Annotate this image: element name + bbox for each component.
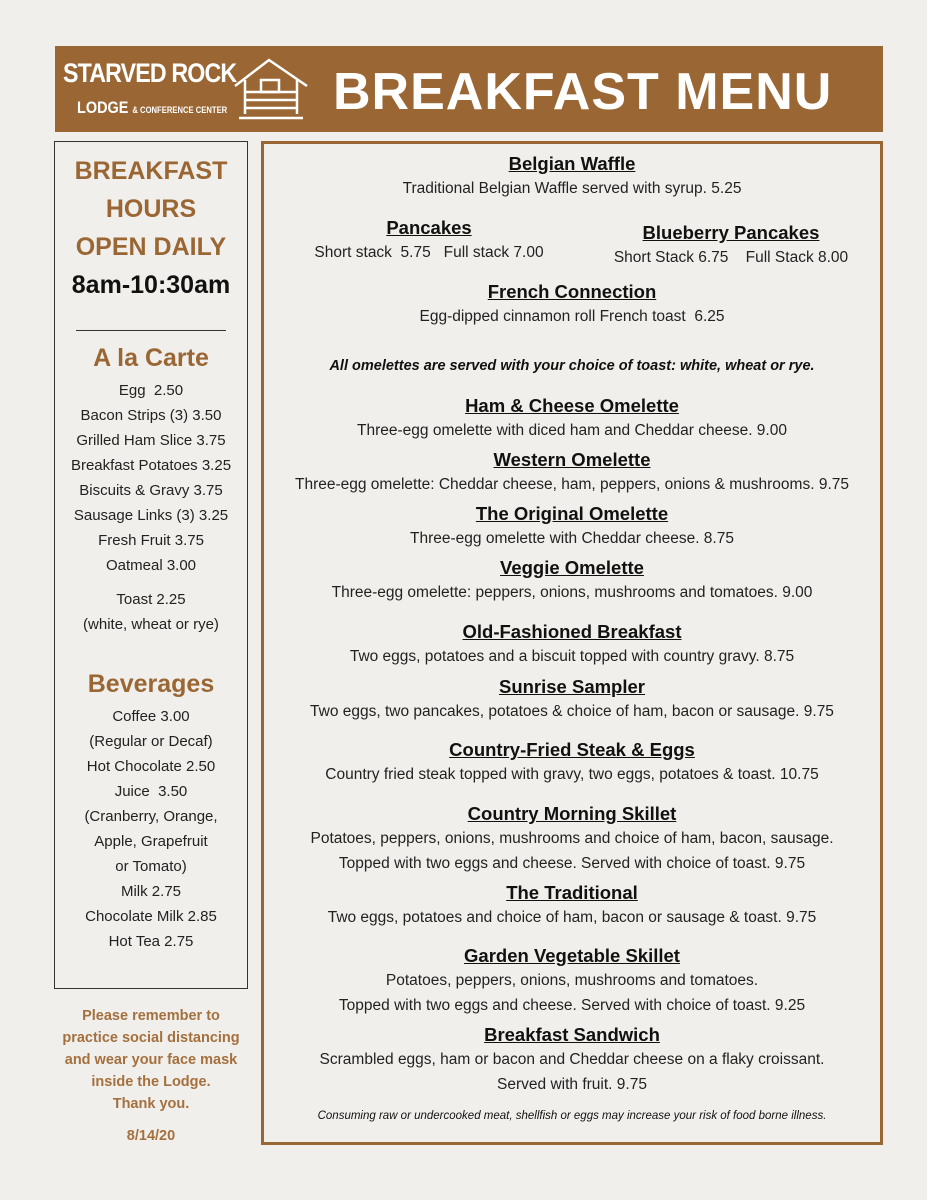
a-la-carte-list (55, 378, 247, 637)
menu-item-french-connection (264, 280, 880, 329)
main-menu-panel (261, 141, 883, 1145)
menu-item-name: Blueberry Pancakes (642, 222, 820, 243)
menu-item-desc: Three-egg omelette with diced ham and Cheddar cheese. 9.00 (357, 422, 787, 439)
list-item: Milk 2.75 (120, 883, 182, 900)
menu-item-name: Western Omelette (493, 449, 651, 470)
list-item: Breakfast Potatoes 3.25 (70, 457, 232, 474)
menu-item-desc: Traditional Belgian Waffle served with syrup. 5.25 (402, 180, 742, 197)
menu-title: BREAKFAST MENU (333, 63, 833, 121)
menu-item-name: Sunrise Sampler (498, 676, 645, 697)
logo-conference: & CONFERENCE CENTER (132, 105, 228, 115)
list-item: Egg 2.50 (118, 382, 184, 399)
menu-item-name: Country Morning Skillet (467, 803, 677, 824)
hours-heading (55, 152, 247, 266)
beverages-list (55, 704, 247, 954)
menu-item-name: French Connection (487, 281, 657, 302)
menu-item-name: The Original Omelette (475, 503, 669, 524)
menu-item-country-morning-skillet (264, 802, 880, 876)
toast-item: Toast 2.25 (116, 591, 186, 608)
sidebar-panel (54, 141, 248, 989)
menu-item-garden-vegetable-skillet (264, 944, 880, 1018)
a-la-carte-heading: A la Carte (93, 344, 209, 372)
logo-lodge: LODGE (77, 98, 129, 117)
beverages-heading: Beverages (87, 670, 215, 698)
menu-item-desc: Country fried steak topped with gravy, two eggs, potatoes & toast. 10.75 (325, 766, 819, 783)
notice-line: inside the Lodge. (91, 1074, 211, 1090)
list-item: (Regular or Decaf) (89, 733, 213, 750)
list-item: Apple, Grapefruit (94, 833, 208, 850)
menu-item-desc: Potatoes, peppers, onions, mushrooms and choice of ham, bacon, sausage. (310, 830, 834, 847)
list-item: Coffee 3.00 (112, 708, 190, 725)
menu-item-desc: Topped with two eggs and cheese. Served with choice of toast. 9.75 (338, 855, 806, 872)
list-item: Chocolate Milk 2.85 (85, 908, 217, 925)
menu-item-name: Garden Vegetable Skillet (464, 945, 680, 966)
spacer (55, 578, 247, 587)
menu-item-desc: Scrambled eggs, ham or bacon and Cheddar cheese on a flaky croissant. (319, 1051, 825, 1068)
menu-item-the-traditional (264, 881, 880, 930)
food-safety-warning: Consuming raw or undercooked meat, shellfish or eggs may increase your risk of food borne illness. (317, 1110, 827, 1122)
menu-item-sunrise-sampler (264, 675, 880, 724)
menu-item-name: Old-Fashioned Breakfast (462, 621, 682, 642)
notice-line: practice social distancing (62, 1030, 240, 1046)
menu-item-old-fashioned-breakfast (264, 620, 880, 669)
toast-note: (white, wheat or rye) (83, 616, 219, 633)
menu-item-desc: Two eggs, potatoes and a biscuit topped with country gravy. 8.75 (349, 648, 795, 665)
menu-item-belgian-waffle (264, 152, 880, 201)
menu-item-desc: Potatoes, peppers, onions, mushrooms and tomatoes. (385, 972, 759, 989)
notice-line: Please remember to (82, 1008, 220, 1024)
hours-heading-line: HOURS (105, 195, 197, 223)
list-item: Sausage Links (3) 3.25 (73, 507, 229, 524)
hours-time: 8am-10:30am (71, 271, 231, 299)
menu-item-blueberry-pancakes (586, 221, 876, 270)
menu-item-breakfast-sandwich (264, 1023, 880, 1097)
list-item: Grilled Ham Slice 3.75 (76, 432, 226, 449)
menu-item-name: Ham & Cheese Omelette (465, 395, 679, 416)
list-item: (Cranberry, Orange, (84, 808, 218, 825)
menu-item-country-fried-steak (264, 738, 880, 787)
menu-item-ham-cheese-omelette (264, 394, 880, 443)
list-item: Hot Tea 2.75 (108, 933, 194, 950)
menu-item-desc: Three-egg omelette with Cheddar cheese. 8.75 (410, 530, 734, 547)
menu-item-desc: Served with fruit. 9.75 (497, 1076, 647, 1093)
logo-subname (77, 98, 227, 118)
menu-item-desc: Two eggs, two pancakes, potatoes & choice of ham, bacon or sausage. 9.75 (310, 703, 834, 720)
notice-line: Thank you. (112, 1096, 190, 1112)
menu-item-western-omelette (264, 448, 880, 497)
menu-item-veggie-omelette (264, 556, 880, 605)
hours-heading-line: BREAKFAST (74, 157, 228, 185)
menu-item-name: Country-Fried Steak & Eggs (449, 739, 695, 760)
menu-item-name: Belgian Waffle (508, 153, 636, 174)
menu-item-desc: Three-egg omelette: peppers, onions, mushrooms and tomatoes. 9.00 (331, 584, 813, 601)
menu-item-desc: Short stack 5.75 Full stack 7.00 (314, 244, 544, 261)
list-item: Oatmeal 3.00 (105, 557, 197, 574)
list-item: or Tomato) (115, 858, 187, 875)
logo-name: STARVED ROCK (63, 58, 237, 88)
list-item: Bacon Strips (3) 3.50 (80, 407, 222, 424)
menu-item-pancakes (284, 216, 574, 265)
menu-item-original-omelette (264, 502, 880, 551)
notice-line: and wear your face mask (64, 1052, 238, 1068)
menu-item-name: The Traditional (506, 882, 638, 903)
menu-item-desc: Short Stack 6.75 Full Stack 8.00 (613, 249, 849, 266)
social-distancing-notice (54, 1005, 248, 1147)
list-item: Juice 3.50 (114, 783, 188, 800)
menu-item-desc: Two eggs, potatoes and choice of ham, bacon or sausage & toast. 9.75 (327, 909, 817, 926)
menu-item-desc: Three-egg omelette: Cheddar cheese, ham, peppers, onions & mushrooms. 9.75 (294, 476, 849, 493)
menu-item-desc: Egg-dipped cinnamon roll French toast 6.25 (419, 308, 725, 325)
header-banner (55, 46, 883, 132)
divider (76, 330, 226, 331)
menu-item-name: Pancakes (386, 217, 472, 238)
spacer (55, 637, 247, 669)
hours-heading-line: OPEN DAILY (75, 233, 227, 261)
menu-item-desc: Topped with two eggs and cheese. Served with choice of toast. 9.25 (338, 997, 806, 1014)
list-item: Hot Chocolate 2.50 (86, 758, 216, 775)
menu-date: 8/14/20 (126, 1128, 176, 1144)
omelette-note: All omelettes are served with your choice of toast: white, wheat or rye. (329, 358, 815, 374)
menu-item-name: Breakfast Sandwich (484, 1024, 660, 1045)
list-item: Fresh Fruit 3.75 (98, 532, 204, 549)
starved-rock-logo (63, 56, 313, 122)
list-item: Biscuits & Gravy 3.75 (79, 482, 223, 499)
menu-item-name: Veggie Omelette (500, 557, 644, 578)
lodge-cabin-icon (231, 56, 311, 122)
